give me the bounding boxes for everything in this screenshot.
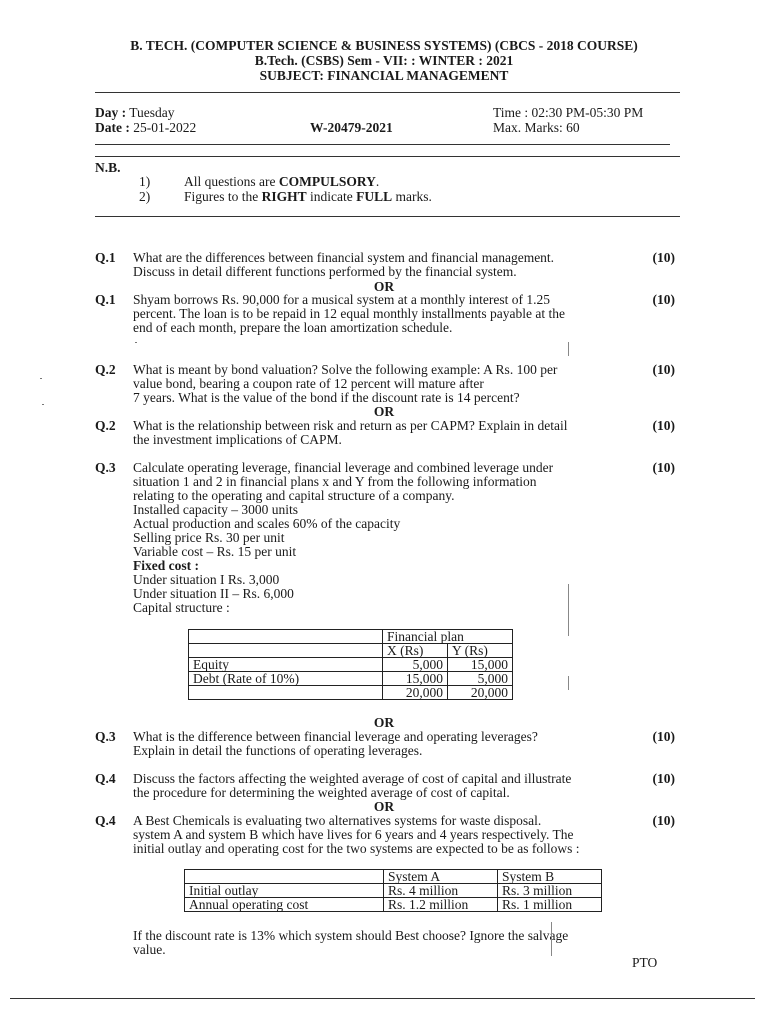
question-number: Q.4 xyxy=(95,813,116,828)
table-cell: Rs. 1 million xyxy=(498,898,602,912)
question-marks: (10) xyxy=(652,771,675,786)
question-4a xyxy=(95,772,675,802)
scan-artifact xyxy=(551,922,552,956)
or-divider: OR xyxy=(373,404,395,419)
question-number: Q.4 xyxy=(95,771,116,786)
semester-line: B.Tech. (CSBS) Sem - VII: : WINTER : 2021 xyxy=(254,53,514,68)
table-row xyxy=(189,672,513,686)
table-col-header: System A xyxy=(384,870,498,884)
table-col-header: X (Rs) xyxy=(383,644,448,658)
nb-text: marks. xyxy=(392,189,432,204)
question-line: end of each month, prepare the loan amortization schedule. xyxy=(133,320,453,335)
question-3a xyxy=(95,461,675,505)
q3-situation-1: Under situation I Rs. 3,000 xyxy=(133,572,280,587)
scan-artifact xyxy=(568,676,569,690)
nb-bold-text: RIGHT xyxy=(261,189,307,204)
question-line: system A and system B which have lives for 6 years and 4 years respectively. The xyxy=(133,827,574,842)
table-row xyxy=(189,630,513,644)
table-group-header: Financial plan xyxy=(383,630,513,644)
or-divider: OR xyxy=(373,799,395,814)
day-row xyxy=(95,105,175,120)
q3-variable-cost: Variable cost – Rs. 15 per unit xyxy=(133,544,297,559)
question-line: What is the difference between financial leverage and operating leverages? xyxy=(133,729,538,744)
question-line: value bond, bearing a coupon rate of 12 percent will mature after xyxy=(133,376,484,391)
question-line: Shyam borrows Rs. 90,000 for a musical system at a monthly interest of 1.25 xyxy=(133,292,550,307)
table-cell: 20,000 xyxy=(448,686,513,700)
question-1a xyxy=(95,251,675,281)
q4-footer-line-2: value. xyxy=(133,942,166,957)
question-2a xyxy=(95,363,675,407)
question-marks: (10) xyxy=(652,813,675,828)
exam-code: W-20479-2021 xyxy=(310,120,393,135)
nb-text: All questions are xyxy=(184,174,279,189)
course-title: B. TECH. (COMPUTER SCIENCE & BUSINESS SYSTEMS) (CBCS - 2018 COURSE) xyxy=(130,38,638,53)
table-cell: 20,000 xyxy=(383,686,448,700)
question-number: Q.3 xyxy=(95,460,116,475)
q3-price: Selling price Rs. 30 per unit xyxy=(133,530,285,545)
date-row xyxy=(95,120,196,135)
question-line: situation 1 and 2 in financial plans x and Y from the following information xyxy=(133,474,537,489)
question-line: Discuss the factors affecting the weighted average of cost of capital and illustrate xyxy=(133,771,572,786)
question-2b xyxy=(95,419,675,449)
q4-footer-line-1: If the discount rate is 13% which system should Best choose? Ignore the salvage xyxy=(133,928,569,943)
date-label: Date : xyxy=(95,120,130,135)
nb-item-1 xyxy=(139,174,379,189)
scan-artifact xyxy=(568,342,569,356)
exam-header xyxy=(0,38,768,83)
day-value: Tuesday xyxy=(129,105,175,120)
question-marks: (10) xyxy=(652,418,675,433)
capital-structure-table xyxy=(188,629,513,700)
question-line: the investment implications of CAPM. xyxy=(133,432,342,447)
exam-time: Time : 02:30 PM-05:30 PM xyxy=(493,105,644,120)
header-divider xyxy=(95,92,680,93)
table-row-label: Annual operating cost xyxy=(185,898,384,912)
nb-text: . xyxy=(375,174,380,189)
question-line: Explain in detail the functions of operating leverages. xyxy=(133,743,423,758)
table-row xyxy=(185,884,602,898)
question-number: Q.2 xyxy=(95,418,116,433)
nb-bold-text: COMPULSORY xyxy=(278,174,376,189)
or-divider: OR xyxy=(373,279,395,294)
footer-rule xyxy=(10,998,755,999)
question-line: Discuss in detail different functions performed by the financial system. xyxy=(133,264,517,279)
max-marks: Max. Marks: 60 xyxy=(493,120,580,135)
scan-artifact xyxy=(568,584,569,636)
meta-divider-1 xyxy=(95,144,670,145)
question-text xyxy=(133,772,633,800)
nb-text: indicate xyxy=(306,189,357,204)
question-line: What is meant by bond valuation? Solve the following example: A Rs. 100 per xyxy=(133,362,558,377)
table-cell xyxy=(189,644,383,658)
pto-marker: PTO xyxy=(632,955,658,970)
scan-artifact xyxy=(42,404,44,405)
question-marks: (10) xyxy=(652,362,675,377)
table-row xyxy=(185,898,602,912)
question-3b xyxy=(95,730,675,760)
day-label: Day : xyxy=(95,105,127,120)
nb-divider xyxy=(95,216,680,217)
table-cell xyxy=(189,630,383,644)
scan-artifact xyxy=(40,378,42,379)
q3-production: Actual production and scales 60% of the capacity xyxy=(133,516,401,531)
scan-artifact xyxy=(135,342,137,343)
table-row xyxy=(185,870,602,884)
table-cell xyxy=(185,870,384,884)
question-number: Q.2 xyxy=(95,362,116,377)
nb-bold-text: FULL xyxy=(356,189,393,204)
systems-cost-table xyxy=(184,869,602,912)
table-row-label: Debt (Rate of 10%) xyxy=(189,672,383,686)
question-text xyxy=(133,293,633,335)
question-number: Q.1 xyxy=(95,292,116,307)
q3-situation-2: Under situation II – Rs. 6,000 xyxy=(133,586,294,601)
table-row xyxy=(189,644,513,658)
question-text xyxy=(133,461,633,503)
table-col-header: Y (Rs) xyxy=(448,644,513,658)
nb-item-number: 1) xyxy=(139,174,151,189)
nb-label: N.B. xyxy=(95,160,121,175)
table-row-label xyxy=(189,686,383,700)
question-line: A Best Chemicals is evaluating two alternatives systems for waste disposal. xyxy=(133,813,542,828)
table-row-label: Initial outlay xyxy=(185,884,384,898)
question-marks: (10) xyxy=(652,460,675,475)
table-row xyxy=(189,658,513,672)
or-divider: OR xyxy=(373,715,395,730)
table-row-label: Equity xyxy=(189,658,383,672)
table-cell: 5,000 xyxy=(448,672,513,686)
question-text xyxy=(133,814,633,856)
question-line: 7 years. What is the value of the bond if the discount rate is 14 percent? xyxy=(133,390,520,405)
table-cell: Rs. 3 million xyxy=(498,884,602,898)
q3-capacity: Installed capacity – 3000 units xyxy=(133,502,298,517)
question-text xyxy=(133,251,633,279)
question-marks: (10) xyxy=(652,250,675,265)
date-value: 25-01-2022 xyxy=(133,120,197,135)
subject-line: SUBJECT: FINANCIAL MANAGEMENT xyxy=(259,68,509,83)
q3-fixed-cost-label: Fixed cost : xyxy=(133,558,199,573)
question-line: percent. The loan is to be repaid in 12 equal monthly installments payable at the xyxy=(133,306,566,321)
q3-capital-structure: Capital structure : xyxy=(133,600,230,615)
question-marks: (10) xyxy=(652,729,675,744)
question-marks: (10) xyxy=(652,292,675,307)
question-line: relating to the operating and capital structure of a company. xyxy=(133,488,455,503)
question-text xyxy=(133,419,633,447)
question-line: What are the differences between financial system and financial management. xyxy=(133,250,555,265)
nb-item-2 xyxy=(139,189,432,204)
question-1b xyxy=(95,293,675,337)
table-cell: 15,000 xyxy=(383,672,448,686)
question-line: Calculate operating leverage, financial leverage and combined leverage under xyxy=(133,460,554,475)
question-line: What is the relationship between risk and return as per CAPM? Explain in detail xyxy=(133,418,568,433)
nb-text: Figures to the xyxy=(184,189,262,204)
question-text xyxy=(133,730,633,758)
table-cell: Rs. 1.2 million xyxy=(384,898,498,912)
question-4b xyxy=(95,814,675,858)
nb-item-number: 2) xyxy=(139,189,151,204)
table-cell: 5,000 xyxy=(383,658,448,672)
question-number: Q.1 xyxy=(95,250,116,265)
table-row xyxy=(189,686,513,700)
question-number: Q.3 xyxy=(95,729,116,744)
table-cell: 15,000 xyxy=(448,658,513,672)
question-line: the procedure for determining the weighted average of cost of capital. xyxy=(133,785,510,800)
question-text xyxy=(133,363,633,405)
table-col-header: System B xyxy=(498,870,602,884)
table-cell: Rs. 4 million xyxy=(384,884,498,898)
meta-divider-2 xyxy=(95,156,680,157)
question-line: initial outlay and operating cost for the two systems are expected to be as follows : xyxy=(133,841,580,856)
